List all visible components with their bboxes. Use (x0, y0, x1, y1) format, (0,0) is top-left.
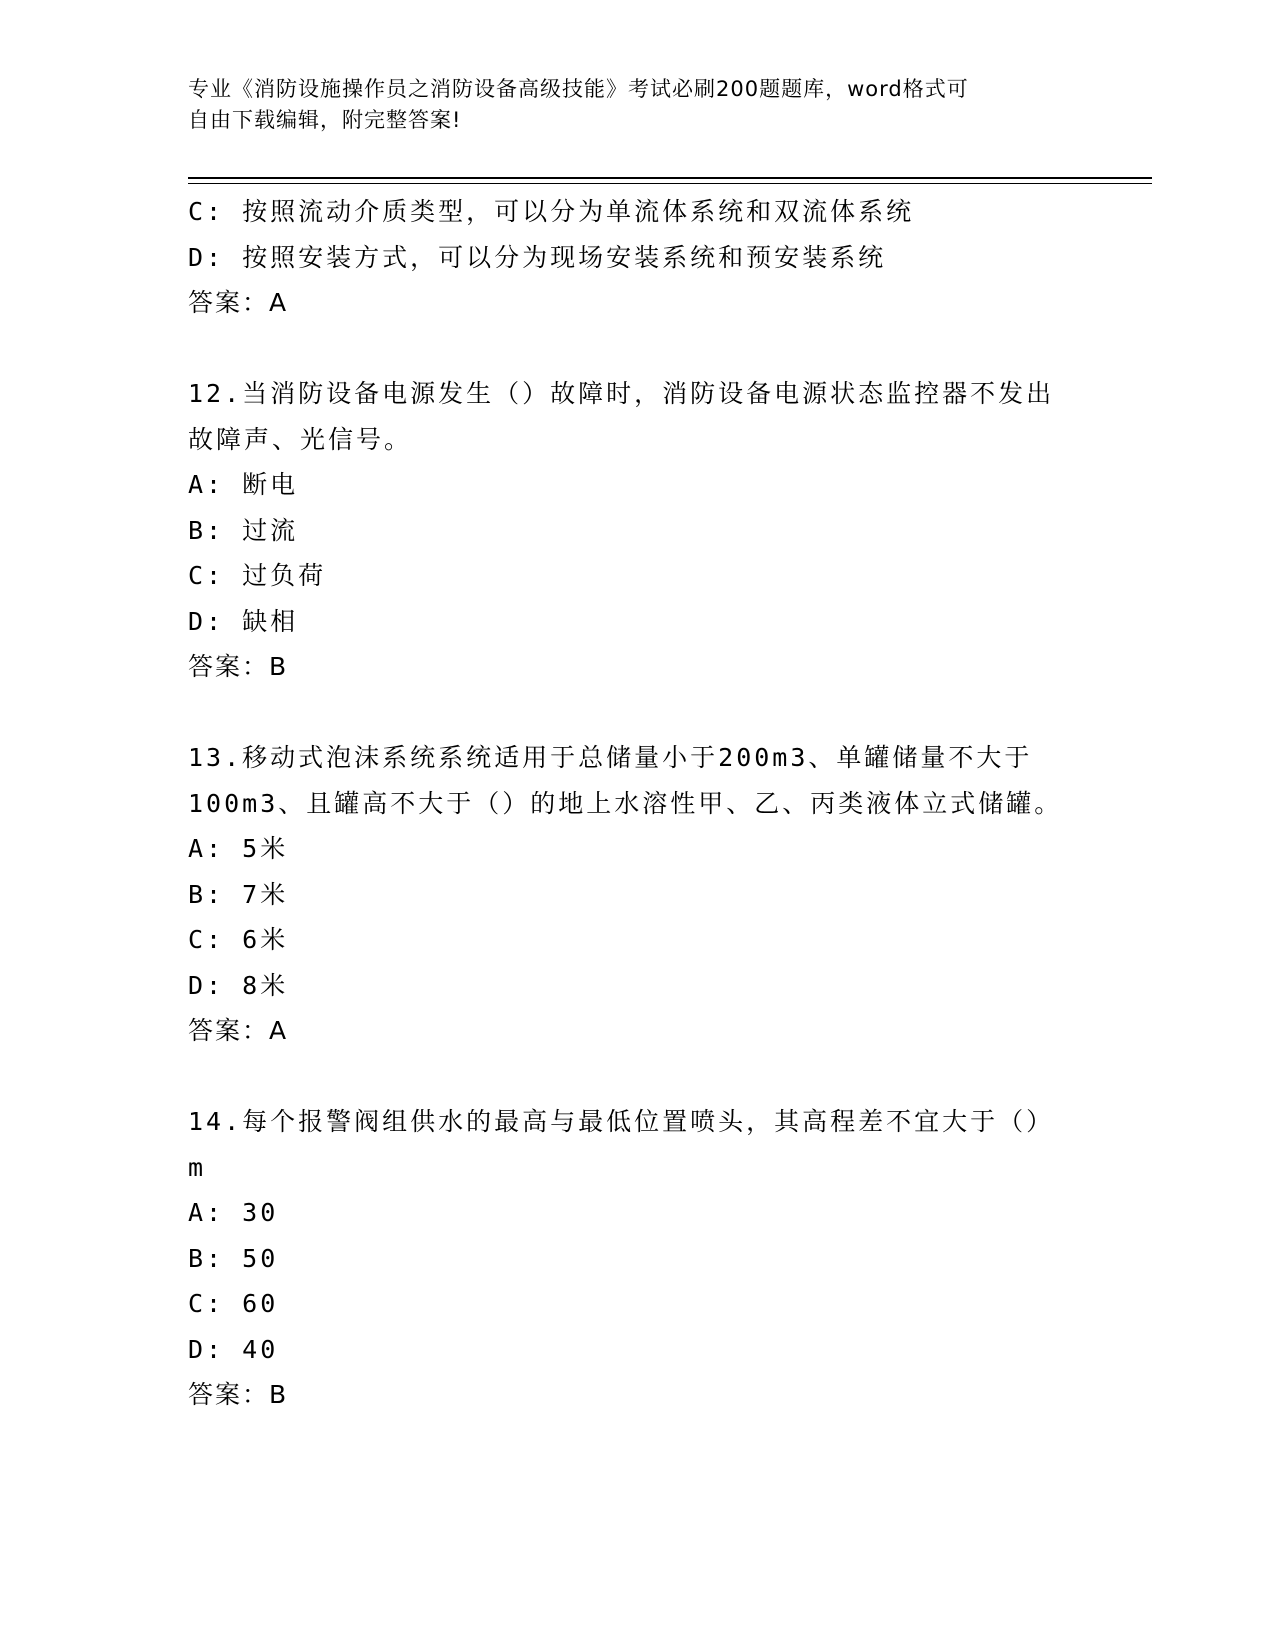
header-divider-thick (188, 177, 1152, 179)
answer-line: 答案：A (188, 1016, 289, 1045)
header-divider-thin (188, 183, 1152, 184)
document-header (188, 74, 1088, 136)
question-list (188, 189, 1088, 1418)
answer-line: 答案：B (188, 1380, 289, 1409)
question-stem-line-2: 故障声、光信号。 (188, 424, 413, 454)
option-c: C: 6米 (188, 925, 289, 954)
question-stem-line-1: 14.每个报警阀组供水的最高与最低位置喷头，其高程差不宜大于（） (188, 1107, 1055, 1136)
option-c: C: 过负荷 (188, 561, 327, 590)
question-stem-line-1: 13.移动式泡沫系统系统适用于总储量小于200m3、单罐储量不大于 (188, 743, 1033, 772)
question-stem-line-2: 100m3、且罐高不大于（）的地上水溶性甲、乙、丙类液体立式储罐。 (188, 788, 1063, 818)
option-d: D: 缺相 (188, 606, 299, 636)
answer-line: 答案：B (188, 652, 289, 681)
question-stem-line-1: 12.当消防设备电源发生（）故障时，消防设备电源状态监控器不发出 (188, 379, 1055, 408)
option-c: C: 按照流动介质类型，可以分为单流体系统和双流体系统 (188, 197, 915, 226)
option-c: C: 60 (188, 1289, 279, 1318)
answer-line: 答案：A (188, 288, 289, 317)
option-a: A: 30 (188, 1198, 279, 1227)
option-d: D: 8米 (188, 970, 289, 1000)
option-d: D: 按照安装方式，可以分为现场安装系统和预安装系统 (188, 242, 887, 272)
spacer (188, 326, 1088, 372)
option-a: A: 断电 (188, 470, 299, 499)
question-11-tail (188, 189, 1088, 326)
spacer (188, 1054, 1088, 1100)
spacer (188, 690, 1088, 736)
option-b: B: 50 (188, 1243, 279, 1273)
header-line-1: 专业《消防设施操作员之消防设备高级技能》考试必刷200题题库，word格式可 (188, 77, 969, 101)
option-d: D: 40 (188, 1334, 279, 1364)
question-stem-line-2: m (188, 1152, 207, 1182)
option-b: B: 过流 (188, 515, 299, 545)
question-12 (188, 371, 1088, 690)
question-14 (188, 1099, 1088, 1418)
option-a: A: 5米 (188, 834, 289, 863)
option-b: B: 7米 (188, 879, 289, 909)
header-line-2: 自由下载编辑，附完整答案! (188, 108, 462, 132)
question-13 (188, 735, 1088, 1054)
